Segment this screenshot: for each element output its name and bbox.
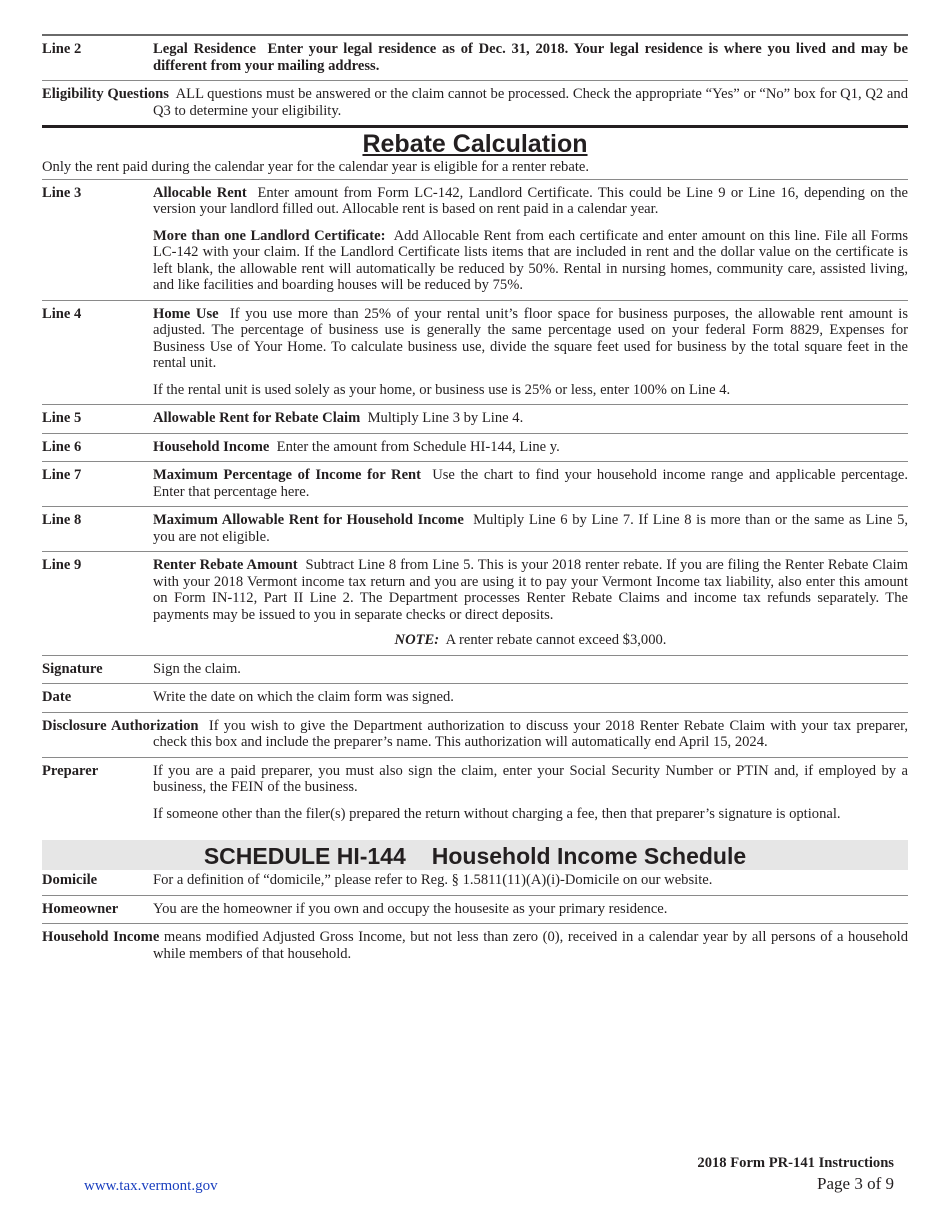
household-income-text: means modified Adjusted Gross Income, but not less than zero (0), received in a calendar year by all persons of a household while members of that household.: [153, 929, 909, 962]
date-row: [42, 683, 908, 712]
line-3-label: Line 3: [42, 184, 82, 201]
instructions-content: [42, 34, 908, 968]
preparer-text-2: If someone other than the filer(s) prepared the return without charging a fee, then that preparer’s signature is optional.: [153, 805, 841, 822]
line-9-note: [153, 632, 908, 649]
disclosure-text: If you wish to give the Department authorization to discuss your 2018 Renter Rebate Claim with your tax preparer, check this box and include the preparer’s name. This authorization will automatically end April 15, 2024.: [153, 717, 908, 750]
domicile-label: Domicile: [42, 872, 98, 888]
line-6-title: Household Income: [153, 438, 270, 455]
preparer-body: [153, 763, 908, 823]
line-6-row: [42, 433, 908, 462]
line-8-row: [42, 506, 908, 551]
homeowner-text: You are the homeowner if you own and occupy the housesite as your primary residence.: [153, 900, 668, 917]
homeowner-label: Homeowner: [42, 900, 119, 917]
rebate-heading-wrap: [42, 125, 908, 179]
eligibility-body: [42, 86, 908, 119]
signature-label: Signature: [42, 660, 103, 677]
line-8-title: Maximum Allowable Rent for Household Income: [153, 512, 464, 528]
household-income-row: [42, 923, 908, 968]
line-9-body: [153, 557, 908, 649]
line-9-row: [42, 551, 908, 655]
domicile-row: [42, 870, 908, 895]
line-5-body: [153, 410, 908, 427]
line-6-body: [153, 439, 908, 456]
footer-form-title: 2018 Form PR-141 Instructions: [697, 1155, 894, 1171]
line-4-title: Home Use: [153, 305, 219, 322]
line-3-text-2: Add Allocable Rent from each certificate and enter amount on this line. File all Forms LC-142 with your claim. If the Landlord Certificate lists items that are included in rent and the dollar value on the certificate is left blank, the allowable rent will automatically be reduced by 50%. Rental in nursing homes, community care, assisted living, and like facilities and boarding houses will be reduced by 75%.: [153, 227, 909, 293]
line-8-text: Multiply Line 6 by Line 7. If Line 8 is more than or the same as Line 5, you are not eligible.: [153, 512, 909, 545]
schedule-title: Household Income Schedule: [431, 843, 747, 869]
rebate-heading: Rebate Calculation: [362, 130, 588, 158]
schedule-code: SCHEDULE HI-144: [203, 843, 406, 869]
rebate-intro: Only the rent paid during the calendar year for the calendar year is eligible for a renter rebate.: [42, 159, 590, 175]
footer-page-number: Page 3 of 9: [817, 1174, 894, 1193]
line-4-text: If you use more than 25% of your rental unit’s floor space for business purposes, the allowable rent amount is adjusted. The percentage of business use is generally the same percentage used on your federal Form 8829, Expenses for Business Use of Your Home. To calculate business use, divide the square feet used for business by the total square feet in the rental unit.: [153, 305, 909, 371]
note-label: NOTE:: [394, 632, 440, 648]
line-3-title: Allocable Rent: [153, 184, 247, 201]
disclosure-label: Disclosure Authorization: [42, 717, 199, 734]
line-9-text: Subtract Line 8 from Line 5. This is your 2018 renter rebate. If you are filing the Renter Rebate Claim with your 2018 Vermont income tax return and you are using it to pay your Vermont Income tax liability, also enter this amount on Form IN-112, Part II Line 2. The Department processes Renter Rebate Claims and income tax refunds separately. The payments may be issued to you in separate checks or direct deposits.: [153, 557, 908, 623]
line-9-title: Renter Rebate Amount: [153, 557, 298, 573]
line-3-body: [153, 185, 908, 294]
line-5-row: [42, 404, 908, 433]
domicile-text: For a definition of “domicile,” please refer to Reg. § 1.5811(11)(A)(i)-Domicile on our website.: [153, 872, 713, 888]
line-4-row: [42, 300, 908, 405]
line-5-title: Allowable Rent for Rebate Claim: [153, 410, 361, 426]
date-text: Write the date on which the claim form was signed.: [153, 689, 454, 705]
line-4-body: [153, 306, 908, 399]
preparer-text: If you are a paid preparer, you must also sign the claim, enter your Social Security Number or PTIN and, if employed by a business, the FEIN of the business.: [153, 762, 908, 795]
eligibility-text: ALL questions must be answered or the claim cannot be processed. Check the appropriate “Yes” or “No” box for Q1, Q2 and Q3 to determine your eligibility.: [153, 86, 908, 119]
line-4-text-2: If the rental unit is used solely as your home, or business use is 25% or less, enter 100% on Line 4.: [153, 381, 731, 398]
line-7-row: [42, 461, 908, 506]
household-income-label: Household Income: [42, 929, 160, 945]
preparer-label: Preparer: [42, 762, 99, 779]
line-7-body: [153, 467, 908, 500]
homeowner-row: [42, 895, 908, 924]
signature-text: Sign the claim.: [153, 660, 241, 677]
eligibility-label: Eligibility Questions: [42, 86, 169, 102]
line-3-title-2: More than one Landlord Certificate:: [153, 227, 386, 244]
line-6-label: Line 6: [42, 438, 82, 455]
line-2-title: Legal Residence: [153, 41, 257, 57]
schedule-heading: [42, 840, 908, 870]
eligibility-row: [42, 80, 908, 125]
preparer-row: [42, 757, 908, 829]
disclosure-body: [42, 718, 908, 751]
line-5-text: Multiply Line 3 by Line 4.: [367, 410, 524, 426]
line-9-label: Line 9: [42, 557, 82, 573]
date-label: Date: [42, 689, 72, 705]
signature-row: [42, 655, 908, 684]
line-7-title: Maximum Percentage of Income for Rent: [153, 467, 422, 483]
line-4-label: Line 4: [42, 305, 82, 322]
footer-website-link[interactable]: www.tax.vermont.gov: [84, 1178, 218, 1194]
line-6-text: Enter the amount from Schedule HI-144, Line y.: [276, 438, 560, 455]
line-2-text: Enter your legal residence as of Dec. 31, 2018. Your legal residence is where you lived and may be different from your mailing address.: [153, 41, 908, 74]
line-2-body: [153, 41, 908, 74]
line-5-label: Line 5: [42, 410, 82, 426]
line-2-label: Line 2: [42, 41, 82, 57]
line-8-label: Line 8: [42, 512, 82, 528]
household-income-body: [42, 929, 908, 962]
line-7-text: Use the chart to find your household income range and applicable percentage. Enter that percentage here.: [153, 467, 908, 500]
note-text: A renter rebate cannot exceed $3,000.: [445, 632, 667, 648]
line-8-body: [153, 512, 908, 545]
line-3-row: [42, 179, 908, 300]
line-2-row: [42, 34, 908, 80]
line-7-label: Line 7: [42, 467, 82, 483]
line-3-text: Enter amount from Form LC-142, Landlord Certificate. This could be Line 9 or Line 16, depending on the version your landlord filled out. Allocable rent is based on rent paid in a calendar year.: [153, 184, 909, 217]
disclosure-row: [42, 712, 908, 757]
